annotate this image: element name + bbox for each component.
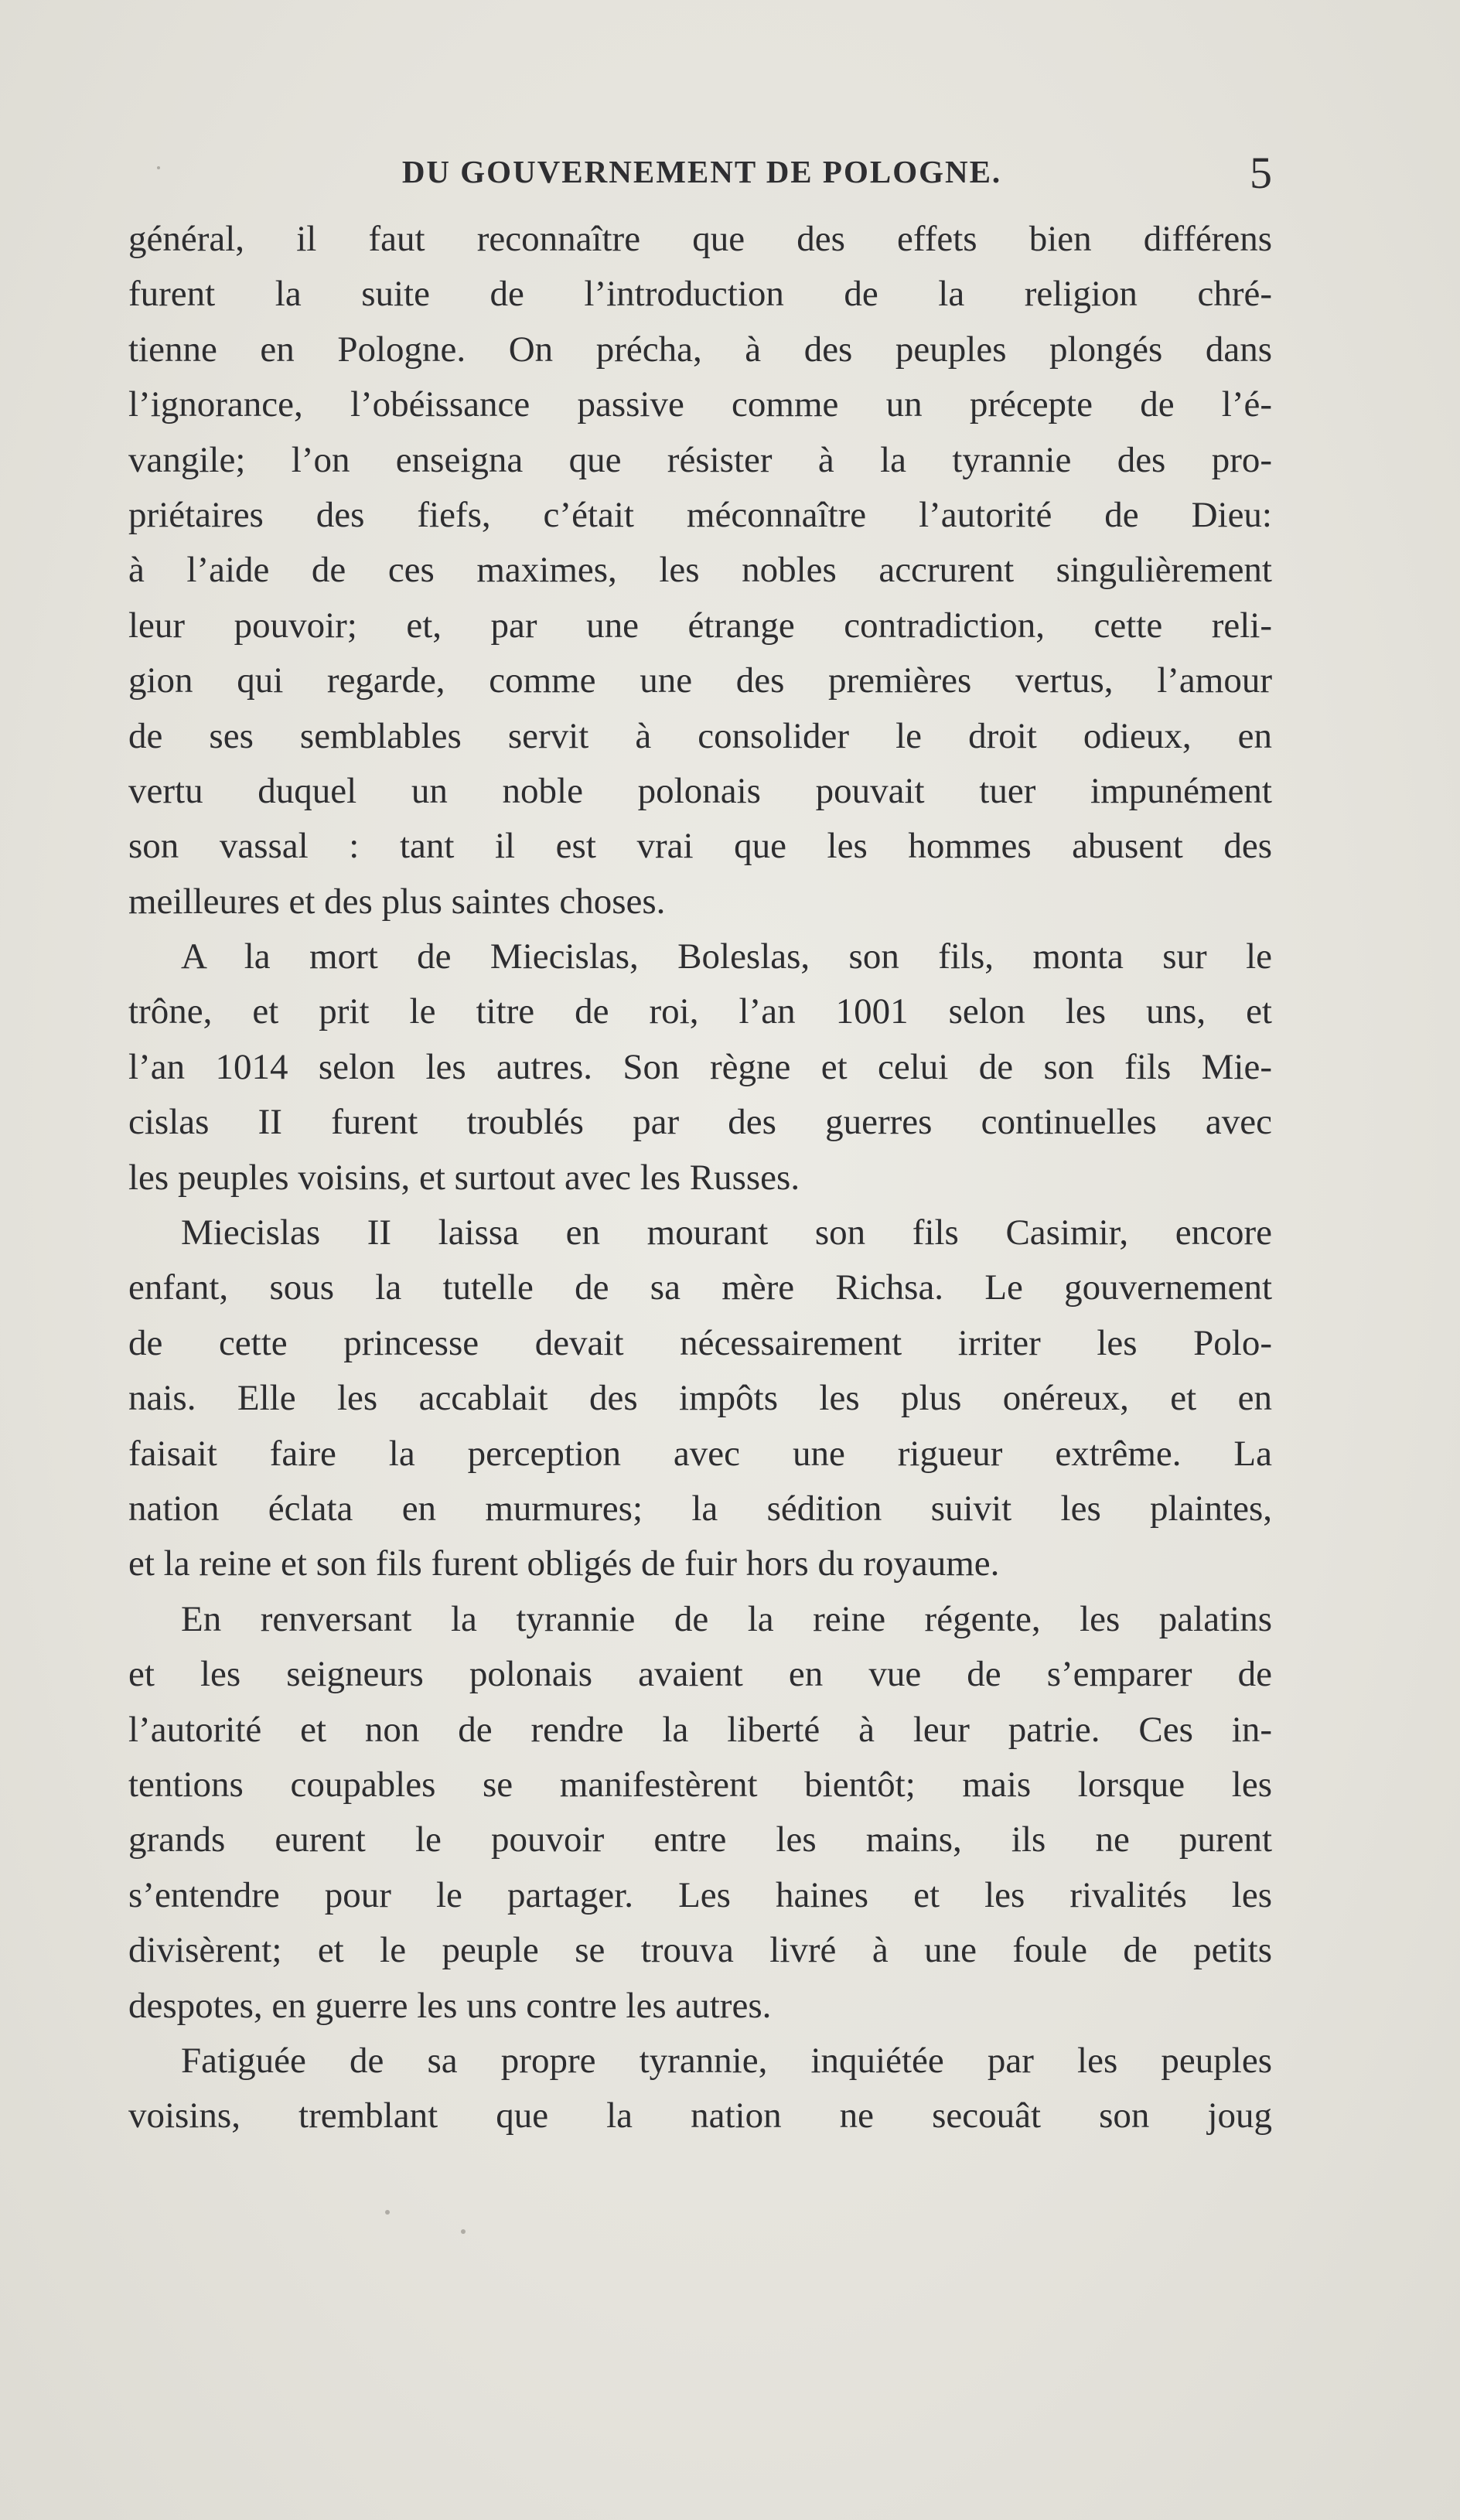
text-line: voisins, tremblant que la nation ne secouât son joug [128,2095,1272,2136]
text-line: l’an 1014 selon les autres. Son règne et celui de son fils Mie- [128,1046,1272,1087]
text-line: et la reine et son fils furent obligés de fuir hors du royaume. [128,1543,1000,1584]
text-line: cislas II furent troublés par des guerres continuelles avec [128,1102,1272,1143]
body-text [128,212,1272,2144]
text-line: grands eurent le pouvoir entre les mains, ils ne purent [128,1819,1272,1860]
text-line: leur pouvoir; et, par une étrange contradiction, cette reli- [128,605,1272,646]
text-line: divisèrent; et le peuple se trouva livré à une foule de petits [128,1930,1272,1971]
text-line: à l’aide de ces maximes, les nobles accrurent singulièrement [128,550,1272,591]
text-line: son vassal : tant il est vrai que les hommes abusent des [128,826,1272,867]
text-line: Miecislas II laissa en mourant son fils Casimir, encore [181,1212,1272,1253]
text-line: priétaires des fiefs, c’était méconnaître l’autorité de Dieu: [128,494,1272,535]
paper-speck [461,2229,466,2234]
text-line: les peuples voisins, et surtout avec les Russes. [128,1157,800,1198]
text-line: furent la suite de l’introduction de la religion chré- [128,274,1272,315]
text-line: l’autorité et non de rendre la liberté à leur patrie. Ces in- [128,1709,1272,1750]
text-line: meilleures et des plus saintes choses. [128,881,666,922]
text-line: vangile; l’on enseigna que résister à la tyrannie des pro- [128,439,1272,480]
text-line: de ses semblables servit à consolider le droit odieux, en [128,715,1272,756]
text-line: gion qui regarde, comme une des premières vertus, l’amour [128,660,1272,701]
text-line: Fatiguée de sa propre tyrannie, inquiétée par les peuples [181,2040,1272,2081]
text-line: faisait faire la perception avec une rigueur extrême. La [128,1433,1272,1474]
text-line: vertu duquel un noble polonais pouvait tuer impunément [128,770,1272,811]
text-line: despotes, en guerre les uns contre les autres. [128,1985,772,2026]
text-line: nation éclata en murmures; la sédition suivit les plaintes, [128,1488,1272,1529]
text-line: s’entendre pour le partager. Les haines et les rivalités les [128,1874,1272,1915]
paper-speck [385,2210,390,2215]
paper-speck [157,166,160,169]
text-line: A la mort de Miecislas, Boleslas, son fils, monta sur le [181,936,1272,977]
running-head [131,147,1272,201]
text-line: trône, et prit le titre de roi, l’an 1001 selon les uns, et [128,991,1272,1032]
text-line: l’ignorance, l’obéissance passive comme un précepte de l’é- [128,384,1272,425]
text-line: nais. Elle les accablait des impôts les plus onéreux, et en [128,1378,1272,1419]
text-line: tentions coupables se manifestèrent bientôt; mais lorsque les [128,1764,1272,1805]
text-line: de cette princesse devait nécessairement irriter les Polo- [128,1322,1272,1363]
text-line: général, il faut reconnaître que des effets bien différens [128,219,1272,259]
page-number: 5 [1250,148,1272,198]
text-line: enfant, sous la tutelle de sa mère Richsa. Le gouvernement [128,1267,1272,1308]
text-line: tienne en Pologne. On précha, à des peuples plongés dans [128,329,1272,370]
text-line: et les seigneurs polonais avaient en vue de s’emparer de [128,1654,1272,1695]
running-title: DU GOUVERNEMENT DE POLOGNE. [401,154,1002,189]
text-line: En renversant la tyrannie de la reine régente, les palatins [181,1598,1272,1639]
